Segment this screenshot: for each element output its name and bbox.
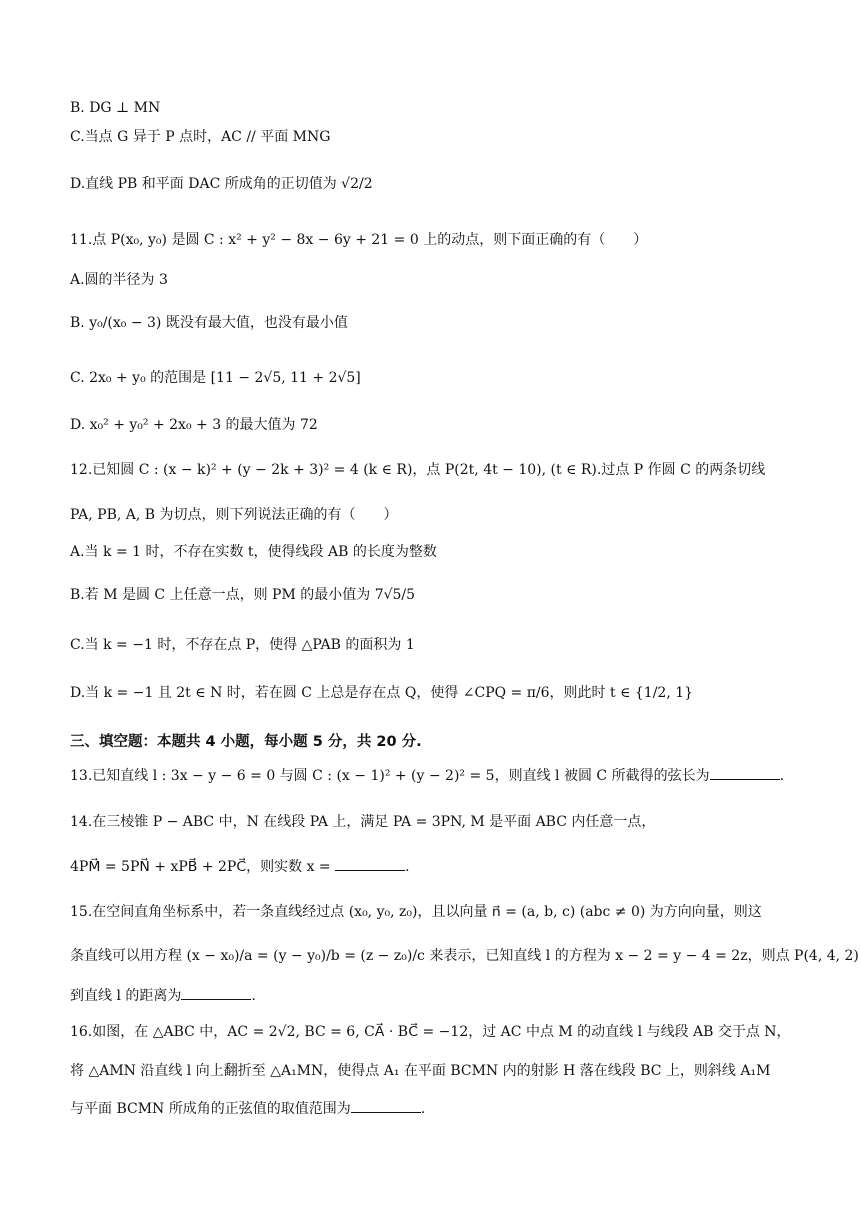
q11-stem: 11.点 P(x₀, y₀) 是圆 C : x² + y² − 8x − 6y + 21 = 0 上的动点，则下面正确的有（ ） [70,232,648,248]
answer-blank[interactable] [710,765,780,780]
q12-option-b: B.若 M 是圆 C 上任意一点，则 PM 的最小值为 7√5/5 [70,587,416,603]
q15-stem-end: 到直线 l 的距离为 . [70,985,256,1006]
q16-stem-end: 与平面 BCMN 所成角的正弦值的取值范围为 . [70,1098,425,1119]
q13: 13.已知直线 l : 3x − y − 6 = 0 与圆 C : (x − 1)² + (y − 2)² = 5，则直线 l 被圆 C 所截得的弦长为 . [70,765,784,786]
q12-option-a: A.当 k = 1 时，不存在实数 t，使得线段 AB 的长度为整数 [70,544,437,560]
q11-option-d: D. x₀² + y₀² + 2x₀ + 3 的最大值为 72 [70,417,318,433]
q16-stem-cont: 将 △AMN 沿直线 l 向上翻折至 △A₁MN，使得点 A₁ 在平面 BCMN 内的射影 H 落在线段 BC 上，则斜线 A₁M [70,1063,771,1079]
q14-stem: 14.在三棱锥 P − ABC 中，N 在线段 PA 上，满足 PA = 3PN, M 是平面 ABC 内任意一点， [70,814,656,830]
q14-equation: 4PM⃗ = 5PN⃗ + xPB⃗ + 2PC⃗，则实数 x = . [70,856,410,877]
section-heading-fill-in: 三、填空题：本题共 4 小题，每小题 5 分，共 20 分. [70,734,422,750]
q12-option-c: C.当 k = −1 时，不存在点 P，使得 △PAB 的面积为 1 [70,637,415,653]
q11-option-b: B. y₀/(x₀ − 3) 既没有最大值，也没有最小值 [70,315,348,331]
q12-stem: 12.已知圆 C : (x − k)² + (y − 2k + 3)² = 4 (k ∈ R)，点 P(2t, 4t − 10), (t ∈ R).过点 P 作圆 C 的两条切线 [70,462,766,478]
q10-option-c: C.当点 G 异于 P 点时，AC // 平面 MNG [70,129,331,145]
answer-blank[interactable] [335,856,405,871]
q11-option-a: A.圆的半径为 3 [70,272,168,288]
q12-option-d: D.当 k = −1 且 2t ∈ N 时，若在圆 C 上总是存在点 Q，使得 ∠CPQ = π/6，则此时 t ∈ {1/2, 1} [70,685,694,701]
q12-stem-cont: PA, PB, A, B 为切点，则下列说法正确的有（ ） [70,507,398,523]
q15-stem-cont: 条直线可以用方程 (x − x₀)/a = (y − y₀)/b = (z − z₀)/c 来表示，已知直线 l 的方程为 x − 2 = y − 4 = 2z，则点 P(4, 4, 2) [70,948,859,964]
answer-blank[interactable] [351,1098,421,1113]
q15-stem: 15.在空间直角坐标系中，若一条直线经过点 (x₀, y₀, z₀)，且以向量 n⃗ = (a, b, c) (abc ≠ 0) 为方向向量，则这 [70,904,762,920]
answer-blank[interactable] [181,985,251,1000]
q10-option-d: D.直线 PB 和平面 DAC 所成角的正切值为 √2/2 [70,176,373,192]
q16-stem: 16.如图，在 △ABC 中，AC = 2√2, BC = 6, CA⃗ · BC⃗ = −12，过 AC 中点 M 的动直线 l 与线段 AB 交于点 N， [70,1024,791,1040]
q10-option-b: B. DG ⊥ MN [70,100,161,116]
q11-option-c: C. 2x₀ + y₀ 的范围是 [11 − 2√5, 11 + 2√5] [70,370,361,386]
